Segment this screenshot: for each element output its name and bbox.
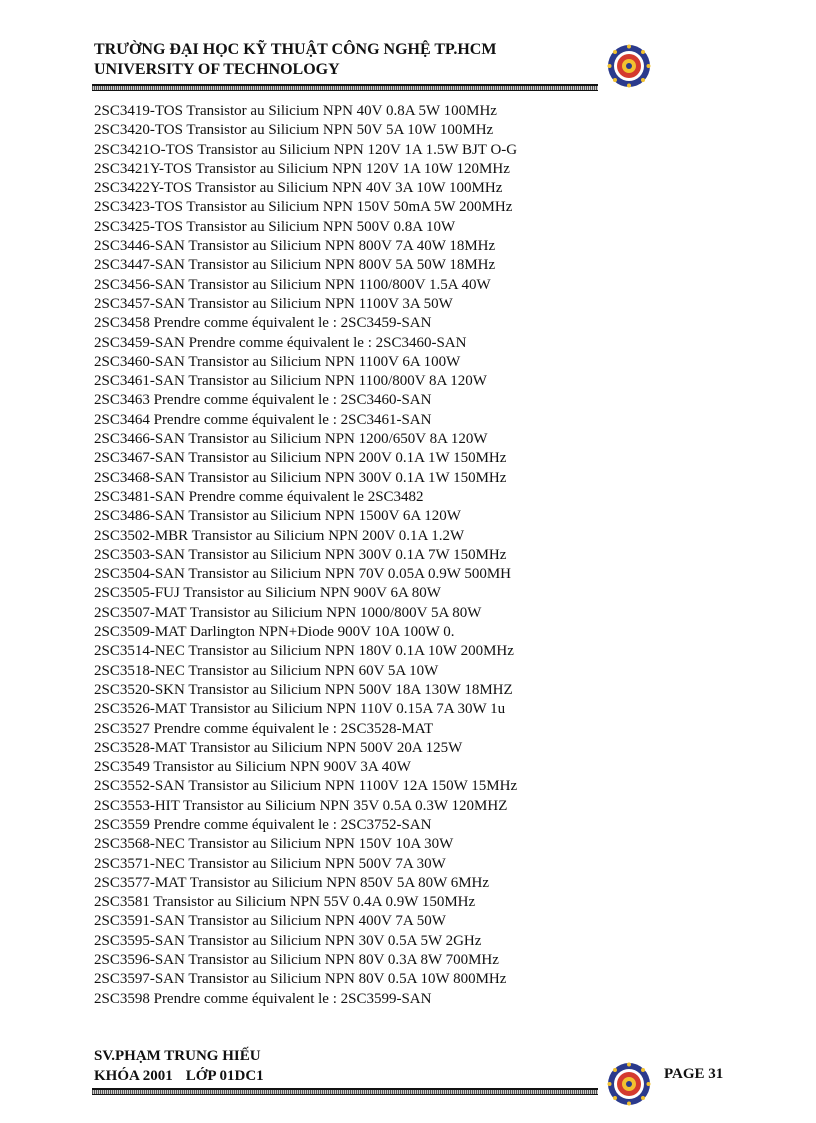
list-item: 2SC3481-SAN Prendre comme équivalent le 2SC3482 <box>94 488 424 505</box>
list-item: 2SC3461-SAN Transistor au Silicium NPN 1100/800V 8A 120W <box>94 373 487 390</box>
list-item: 2SC3458 Prendre comme équivalent le : 2SC3459-SAN <box>94 315 432 332</box>
list-item: 2SC3527 Prendre comme équivalent le : 2SC3528-MAT <box>94 720 434 737</box>
header-university-vn: TRƯỜNG ĐẠI HỌC KỸ THUẬT CÔNG NGHỆ TP.HCM <box>94 41 497 58</box>
list-item: 2SC3552-SAN Transistor au Silicium NPN 1100V 12A 150W 15MHz <box>94 778 518 795</box>
list-item: 2SC3460-SAN Transistor au Silicium NPN 1100V 6A 100W <box>94 353 461 370</box>
list-item: 2SC3502-MBR Transistor au Silicium NPN 200V 0.1A 1.2W <box>94 527 465 544</box>
list-item: 2SC3419-TOS Transistor au Silicium NPN 40V 0.8A 5W 100MHz <box>94 103 497 119</box>
header-university-en: UNIVERSITY OF TECHNOLOGY <box>94 61 340 78</box>
list-item: 2SC3464 Prendre comme équivalent le : 2SC3461-SAN <box>94 411 432 428</box>
list-item: 2SC3463 Prendre comme équivalent le : 2SC3460-SAN <box>94 392 432 409</box>
list-item: 2SC3568-NEC Transistor au Silicium NPN 150V 10A 30W <box>94 836 454 853</box>
list-item: 2SC3456-SAN Transistor au Silicium NPN 1100/800V 1.5A 40W <box>94 276 491 293</box>
list-item: 2SC3526-MAT Transistor au Silicium NPN 110V 0.15A 7A 30W 1u <box>94 701 506 718</box>
list-item: 2SC3447-SAN Transistor au Silicium NPN 800V 5A 50W 18MHz <box>94 257 496 274</box>
list-item: 2SC3421O-TOS Transistor au Silicium NPN 120V 1A 1.5W BJT O-G <box>94 141 518 158</box>
list-item: 2SC3446-SAN Transistor au Silicium NPN 800V 7A 40W 18MHz <box>94 238 496 255</box>
list-item: 2SC3507-MAT Transistor au Silicium NPN 1000/800V 5A 80W <box>94 604 482 621</box>
page-number: PAGE 31 <box>664 1066 724 1082</box>
footer-class: LỚP 01DC1 <box>185 1068 264 1084</box>
list-item: 2SC3520-SKN Transistor au Silicium NPN 500V 18A 130W 18MHZ <box>94 681 513 698</box>
list-item: 2SC3425-TOS Transistor au Silicium NPN 500V 0.8A 10W <box>94 218 456 235</box>
list-item: 2SC3577-MAT Transistor au Silicium NPN 850V 5A 80W 6MHz <box>94 874 490 891</box>
footer-info <box>94 1046 264 1086</box>
list-item: 2SC3549 Transistor au Silicium NPN 900V 3A 40W <box>94 759 411 776</box>
list-item: 2SC3504-SAN Transistor au Silicium NPN 70V 0.05A 0.9W 500MH <box>94 566 511 583</box>
university-seal-icon <box>606 1061 652 1107</box>
list-item: 2SC3467-SAN Transistor au Silicium NPN 200V 0.1A 1W 150MHz <box>94 450 507 467</box>
list-item: 2SC3466-SAN Transistor au Silicium NPN 1200/650V 8A 120W <box>94 431 488 448</box>
list-item: 2SC3421Y-TOS Transistor au Silicium NPN 120V 1A 10W 120MHz <box>94 160 510 177</box>
list-item: 2SC3596-SAN Transistor au Silicium NPN 80V 0.3A 8W 700MHz <box>94 952 499 969</box>
list-item: 2SC3514-NEC Transistor au Silicium NPN 180V 0.1A 10W 200MHz <box>94 643 514 660</box>
list-item: 2SC3420-TOS Transistor au Silicium NPN 50V 5A 10W 100MHz <box>94 122 494 139</box>
footer-divider <box>92 1088 598 1095</box>
list-item: 2SC3597-SAN Transistor au Silicium NPN 80V 0.5A 10W 800MHz <box>94 971 507 988</box>
list-item: 2SC3598 Prendre comme équivalent le : 2SC3599-SAN <box>94 990 432 1007</box>
list-item: 2SC3422Y-TOS Transistor au Silicium NPN 40V 3A 10W 100MHz <box>94 180 503 197</box>
footer-author: SV.PHẠM TRUNG HIẾU <box>94 1048 261 1064</box>
page-header <box>94 40 496 80</box>
list-item: 2SC3595-SAN Transistor au Silicium NPN 30V 0.5A 5W 2GHz <box>94 932 482 949</box>
list-item: 2SC3486-SAN Transistor au Silicium NPN 1500V 6A 120W <box>94 508 461 525</box>
university-seal-icon <box>606 43 652 89</box>
list-item: 2SC3509-MAT Darlington NPN+Diode 900V 10A 100W 0. <box>94 624 455 641</box>
list-item: 2SC3518-NEC Transistor au Silicium NPN 60V 5A 10W <box>94 662 439 679</box>
list-item: 2SC3468-SAN Transistor au Silicium NPN 300V 0.1A 1W 150MHz <box>94 469 507 486</box>
list-item: 2SC3423-TOS Transistor au Silicium NPN 150V 50mA 5W 200MHz <box>94 199 513 216</box>
list-item: 2SC3571-NEC Transistor au Silicium NPN 500V 7A 30W <box>94 855 446 872</box>
list-item: 2SC3505-FUJ Transistor au Silicium NPN 900V 6A 80W <box>94 585 441 602</box>
footer-course: KHÓA 2001 <box>94 1068 173 1084</box>
list-item: 2SC3591-SAN Transistor au Silicium NPN 400V 7A 50W <box>94 913 446 930</box>
list-item: 2SC3503-SAN Transistor au Silicium NPN 300V 0.1A 7W 150MHz <box>94 546 507 563</box>
list-item: 2SC3559 Prendre comme équivalent le : 2SC3752-SAN <box>94 816 432 833</box>
list-item: 2SC3528-MAT Transistor au Silicium NPN 500V 20A 125W <box>94 739 463 756</box>
list-item: 2SC3457-SAN Transistor au Silicium NPN 1100V 3A 50W <box>94 295 453 312</box>
list-item: 2SC3459-SAN Prendre comme équivalent le : 2SC3460-SAN <box>94 334 467 351</box>
list-item: 2SC3581 Transistor au Silicium NPN 55V 0.4A 0.9W 150MHz <box>94 894 476 911</box>
transistor-list <box>94 102 614 1009</box>
list-item: 2SC3553-HIT Transistor au Silicium NPN 35V 0.5A 0.3W 120MHZ <box>94 797 508 814</box>
header-divider <box>92 84 598 91</box>
